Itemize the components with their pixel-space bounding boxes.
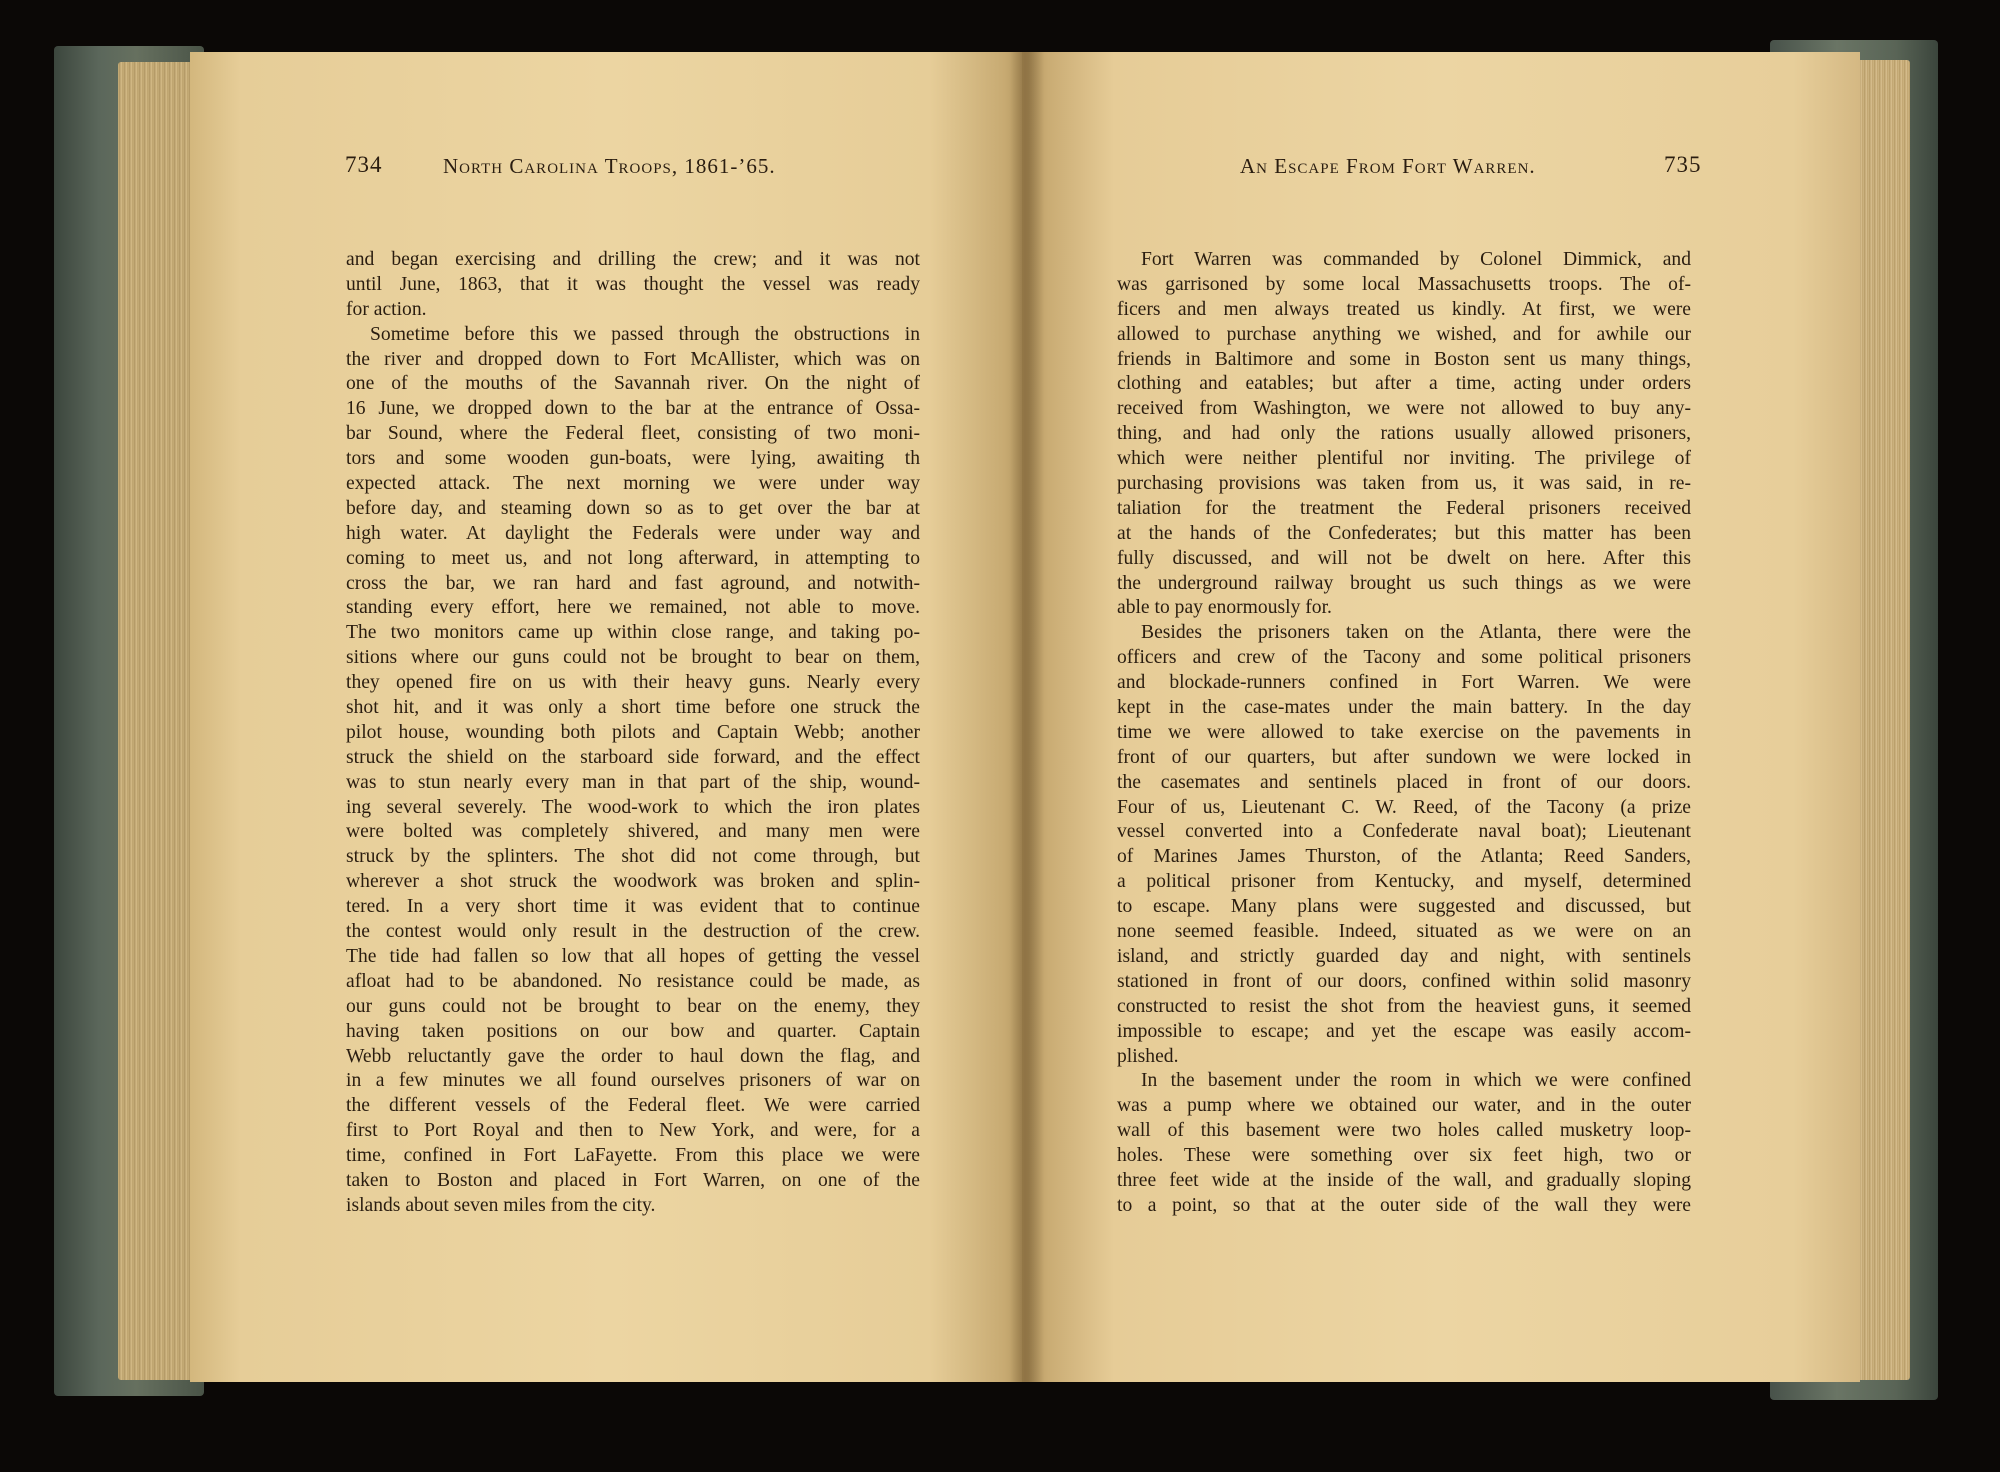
text-line: officers and crew of the Tacony and some political prisoners bbox=[1117, 647, 1691, 669]
text-line: the casemates and sentinels placed in front of our doors. bbox=[1117, 771, 1691, 793]
text-line: constructed to resist the shot from the heaviest guns, it seemed bbox=[1117, 995, 1691, 1017]
text-line: allowed to purchase anything we wished, and for awhile our bbox=[1117, 323, 1691, 345]
text-line: Fort Warren was commanded by Colonel Dimmick, and bbox=[1141, 249, 1691, 270]
book-gutter bbox=[1010, 52, 1044, 1382]
text-line: fully discussed, and will not be dwelt on here. After this bbox=[1117, 547, 1691, 569]
text-line: to escape. Many plans were suggested and discussed, but bbox=[1117, 896, 1691, 918]
right-running-title: An Escape From Fort Warren. bbox=[1240, 154, 1536, 178]
text-line: wall of this basement were two holes called musketry loop- bbox=[1117, 1120, 1691, 1142]
text-line: one of the mouths of the Savannah river. On the night of bbox=[346, 373, 920, 395]
text-line: impossible to escape; and yet the escape was easily accom- bbox=[1117, 1020, 1691, 1042]
text-line: front of our quarters, but after sundown we were locked in bbox=[1117, 746, 1691, 768]
text-line: thing, and had only the rations usually allowed prisoners, bbox=[1117, 423, 1691, 445]
text-line: was a pump where we obtained our water, and in the outer bbox=[1117, 1095, 1691, 1117]
text-line: were bolted was completely shivered, and many men were bbox=[346, 821, 920, 843]
text-line: purchasing provisions was taken from us, it was said, in re- bbox=[1117, 473, 1691, 495]
text-line: able to pay enormously for. bbox=[1117, 597, 1332, 619]
text-line: ficers and men always treated us kindly. At first, we were bbox=[1117, 298, 1691, 320]
text-line: our guns could not be brought to bear on the enemy, they bbox=[346, 995, 920, 1017]
text-line: vessel converted into a Confederate naval boat); Lieutenant bbox=[1117, 821, 1691, 843]
text-line: was garrisoned by some local Massachusetts troops. The of- bbox=[1117, 273, 1691, 295]
text-line: friends in Baltimore and some in Boston sent us many things, bbox=[1117, 348, 1691, 370]
text-line: for action. bbox=[346, 298, 427, 320]
right-page-number: 735 bbox=[1664, 152, 1702, 177]
text-line: taken to Boston and placed in Fort Warren, on one of the bbox=[346, 1169, 920, 1191]
text-line: holes. These were something over six feet high, two or bbox=[1117, 1145, 1691, 1167]
text-line: coming to meet us, and not long afterward, in attempting to bbox=[346, 547, 920, 569]
text-line: island, and strictly guarded day and night, with sentinels bbox=[1117, 945, 1691, 967]
text-line: at the hands of the Confederates; but this matter has been bbox=[1117, 522, 1691, 544]
text-line: stationed in front of our doors, confined within solid masonry bbox=[1117, 970, 1691, 992]
left-body-text bbox=[346, 248, 920, 1219]
text-line: three feet wide at the inside of the wall, and gradually sloping bbox=[1117, 1169, 1691, 1191]
text-line: standing every effort, here we remained, not able to move. bbox=[346, 597, 920, 619]
text-line: wherever a shot struck the woodwork was broken and splin- bbox=[346, 871, 920, 893]
text-line: cross the bar, we ran hard and fast aground, and notwith- bbox=[346, 572, 920, 594]
text-line: afloat had to be abandoned. No resistance could be made, as bbox=[346, 970, 920, 992]
text-line: ing several severely. The wood-work to which the iron plates bbox=[346, 796, 920, 818]
text-line: In the basement under the room in which we were confined bbox=[1141, 1070, 1691, 1092]
text-line: the different vessels of the Federal fleet. We were carried bbox=[346, 1095, 920, 1117]
text-line: before day, and steaming down so as to get over the bar at bbox=[346, 497, 920, 519]
right-running-head bbox=[1240, 152, 1700, 186]
text-line: high water. At daylight the Federals were under way and bbox=[346, 522, 920, 544]
text-line: in a few minutes we all found ourselves prisoners of war on bbox=[346, 1070, 920, 1092]
text-line: time, confined in Fort LaFayette. From this place we were bbox=[346, 1145, 920, 1167]
text-line: islands about seven miles from the city. bbox=[346, 1194, 656, 1216]
text-line: tors and some wooden gun-boats, were lying, awaiting th bbox=[346, 448, 920, 470]
text-line: and began exercising and drilling the crew; and it was not bbox=[346, 249, 920, 270]
right-body-text bbox=[1117, 248, 1691, 1219]
text-line: bar Sound, where the Federal fleet, consisting of two moni- bbox=[346, 423, 920, 445]
text-line: which were neither plentiful nor inviting. The privilege of bbox=[1117, 448, 1691, 470]
text-line: the river and dropped down to Fort McAllister, which was on bbox=[346, 348, 920, 370]
text-line: and blockade-runners confined in Fort Warren. We were bbox=[1117, 672, 1691, 694]
text-line: until June, 1863, that it was thought the vessel was ready bbox=[346, 273, 920, 295]
left-running-head bbox=[345, 152, 925, 186]
text-line: the contest would only result in the destruction of the crew. bbox=[346, 921, 920, 943]
left-running-title: North Carolina Troops, 1861-’65. bbox=[443, 154, 776, 178]
text-line: clothing and eatables; but after a time, acting under orders bbox=[1117, 373, 1691, 395]
text-line: 16 June, we dropped down to the bar at the entrance of Ossa- bbox=[346, 398, 920, 420]
text-line: plished. bbox=[1117, 1045, 1179, 1067]
text-line: Sometime before this we passed through the obstructions in bbox=[370, 323, 920, 345]
text-line: tered. In a very short time it was evident that to continue bbox=[346, 896, 920, 918]
text-line: none seemed feasible. Indeed, situated as we were on an bbox=[1117, 921, 1691, 943]
text-line: they opened fire on us with their heavy guns. Nearly every bbox=[346, 672, 920, 694]
text-line: time we were allowed to take exercise on the pavements in bbox=[1117, 721, 1691, 743]
text-line: was to stun nearly every man in that part of the ship, wound- bbox=[346, 771, 920, 793]
text-line: Webb reluctantly gave the order to haul down the flag, and bbox=[346, 1045, 920, 1067]
text-line: Besides the prisoners taken on the Atlanta, there were the bbox=[1141, 622, 1691, 644]
text-line: Four of us, Lieutenant C. W. Reed, of the Tacony (a prize bbox=[1117, 796, 1691, 818]
text-line: struck the shield on the starboard side forward, and the effect bbox=[346, 746, 920, 768]
text-line: first to Port Royal and then to New York, and were, for a bbox=[346, 1120, 920, 1142]
text-line: to a point, so that at the outer side of the wall they were bbox=[1117, 1194, 1691, 1216]
text-line: kept in the case-mates under the main battery. In the day bbox=[1117, 697, 1691, 719]
text-line: of Marines James Thurston, of the Atlanta; Reed Sanders, bbox=[1117, 846, 1691, 868]
left-page-number: 734 bbox=[345, 152, 383, 177]
text-line: The tide had fallen so low that all hopes of getting the vessel bbox=[346, 945, 920, 967]
text-line: having taken positions on our bow and quarter. Captain bbox=[346, 1020, 920, 1042]
text-line: taliation for the treatment the Federal prisoners received bbox=[1117, 497, 1691, 519]
text-line: struck by the splinters. The shot did not come through, but bbox=[346, 846, 920, 868]
text-line: a political prisoner from Kentucky, and myself, determined bbox=[1117, 871, 1691, 893]
text-line: The two monitors came up within close range, and taking po- bbox=[346, 622, 920, 644]
text-line: shot hit, and it was only a short time before one struck the bbox=[346, 697, 920, 719]
text-line: sitions where our guns could not be brought to bear on them, bbox=[346, 647, 920, 669]
text-line: pilot house, wounding both pilots and Captain Webb; another bbox=[346, 721, 920, 743]
text-line: expected attack. The next morning we were under way bbox=[346, 473, 920, 495]
text-line: the underground railway brought us such things as we were bbox=[1117, 572, 1691, 594]
text-line: received from Washington, we were not allowed to buy any- bbox=[1117, 398, 1691, 420]
